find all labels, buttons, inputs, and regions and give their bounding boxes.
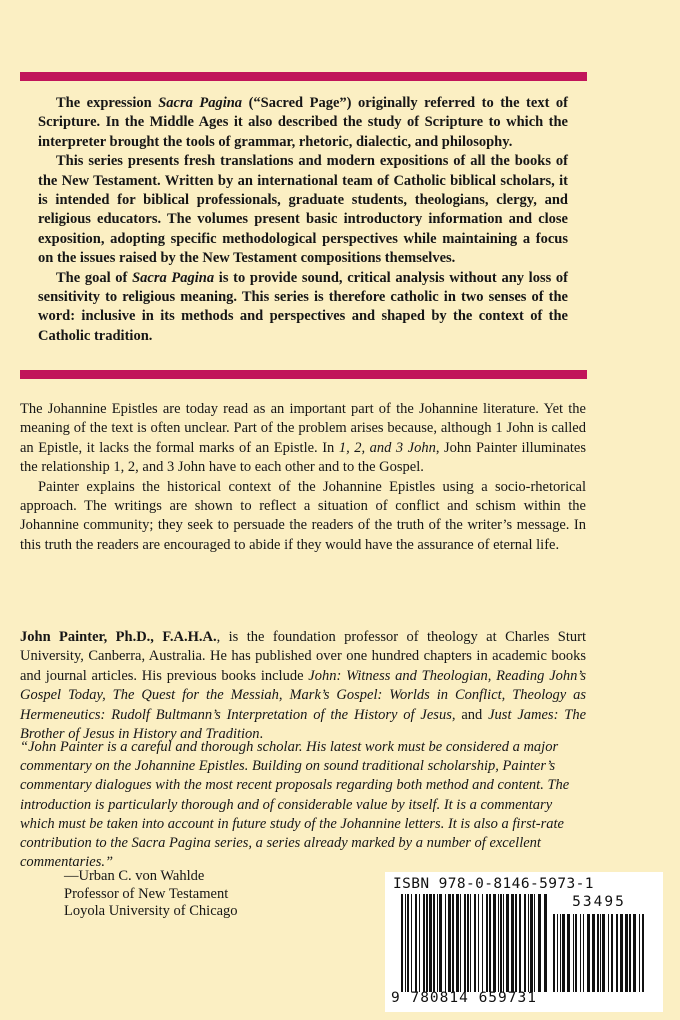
barcode-bar <box>580 914 581 992</box>
barcode-bar <box>407 894 409 992</box>
barcode-bar <box>503 894 504 992</box>
author-name: John Painter, Ph.D., F.A.H.A. <box>20 629 217 645</box>
top-divider-rule <box>20 72 587 81</box>
barcode-bar <box>625 914 628 992</box>
barcode-bar <box>478 894 479 992</box>
barcode-bar <box>456 894 459 992</box>
barcode-bar <box>573 914 574 992</box>
barcode-bar <box>482 894 483 992</box>
barcode-bar <box>506 894 509 992</box>
author-bio: John Painter, Ph.D., F.A.H.A., is the foundation professor of theology at Charles Sturt University, Canberra, Australia. He has published over one hundred chapters in academic books and journal articles. His previous books include John: Witness and Theologian, Reading John’s Gospel Today, The Quest for the Messiah, Mark’s Gospel: Worlds in Conflict, Theology as Hermeneutics: Rudolf Bultmann’s Interpretation of the History of Jesus, and Just James: The Brother of Jesus in History and Tradition. <box>20 629 587 743</box>
series-paragraph-3: The goal of Sacra Pagina is to provide sound, critical analysis without any loss of sensitivity to religious meaning. This series is therefore catholic in two senses of the word: inclusive in its methods and perspectives and shaped by the context of the Catholic tradition. <box>38 269 569 344</box>
barcode-bar <box>534 894 535 992</box>
price-addon-number: 53495 <box>572 894 626 910</box>
endorser-affiliation: Loyola University of Chicago <box>64 903 238 919</box>
barcode-bar <box>511 894 514 992</box>
barcode-bar <box>528 894 529 992</box>
series-paragraph-1: The expression Sacra Pagina (“Sacred Page”) originally referred to the text of Scripture. In the Middle Ages it also described the study of Scripture to which the interpreter brought the tools of grammar, rhetoric, dialectic, and philosophy. <box>38 95 568 150</box>
book-title: 1, 2, and 3 John <box>338 439 436 456</box>
barcode-bar <box>538 894 541 992</box>
isbn-barcode <box>385 872 663 1012</box>
barcode-bar <box>633 914 636 992</box>
endorser-name: —Urban C. von Wahlde <box>64 868 205 884</box>
barcode-bar <box>460 894 461 992</box>
barcode-bar <box>530 894 533 992</box>
barcode-bar <box>616 914 618 992</box>
barcode-bar <box>426 894 428 992</box>
barcode-bar <box>553 914 555 992</box>
barcode-bar <box>467 894 469 992</box>
barcode-bar <box>639 914 640 992</box>
barcode-bar <box>587 914 590 992</box>
barcode-bar <box>445 894 446 992</box>
endorser-role: Professor of New Testament <box>64 885 229 902</box>
barcode-bar <box>470 894 471 992</box>
barcode-bar <box>544 894 547 992</box>
barcode-bar <box>620 914 623 992</box>
barcode-bar <box>401 894 403 992</box>
series-title: Sacra Pagina <box>158 95 243 111</box>
endorsement-attribution <box>64 868 238 921</box>
barcode-bar <box>560 914 561 992</box>
barcode-bar <box>629 914 631 992</box>
barcode-bar <box>567 914 570 992</box>
barcode-bar <box>419 894 420 992</box>
barcode-bar <box>519 894 521 992</box>
barcode-bar <box>500 894 502 992</box>
series-paragraph-2: This series presents fresh translations and modern expositions of all the books of the New Testament. Written by an international team of Catholic biblical scholars, it is intended for biblical professionals, graduate students, theologians, clergy, and religious educators. The volumes present basic introductory information and close exposition, adopting specific methodological perspectives while maintaining a focus on the issues raised by the New Testament compositions themselves. <box>38 153 568 267</box>
barcode-bar <box>437 894 438 992</box>
barcode-bar <box>602 914 605 992</box>
previous-books: John: Witness and Theologian, Reading John’s Gospel Today, The Quest for the Messiah, Mark’s Gospel: Worlds in Conflict, Theology as Hermeneutics: Rudolf Bultmann’s Interpretation of the History of Jesus, <box>20 667 586 723</box>
barcode-bar <box>486 894 488 992</box>
barcode-bar <box>562 914 565 992</box>
isbn-label: ISBN 978-0-8146-5973-1 <box>393 876 594 892</box>
barcode-bar <box>415 894 417 992</box>
barcode-bar <box>557 914 558 992</box>
barcode-bar <box>575 914 577 992</box>
barcode-bar <box>515 894 517 992</box>
barcode-bar <box>597 914 599 992</box>
bottom-divider-rule <box>20 370 587 379</box>
ean13-bars <box>401 894 547 992</box>
series-description <box>38 94 568 346</box>
barcode-bar <box>448 894 451 992</box>
barcode-bar <box>592 914 595 992</box>
barcode-bar <box>600 914 601 992</box>
endorsement-quote: “John Painter is a careful and thorough scholar. His latest work must be considered a major commentary on the Johannine Epistles. Building on sound traditional scholarship, Painter’s commentary dialogues with the most recent proposals regarding both method and content. The introduction is particularly thorough and of considerable value by itself. It is a commentary which must be taken into account in future study of the Johannine letters. It is also a first-rate contribution to the Sacra Pagina series, a series already marked by a number of excellent commentaries.” <box>20 739 570 871</box>
barcode-bar <box>452 894 454 992</box>
description-paragraph-2: Painter explains the historical context of the Johannine Epistles using a socio-rhetorical approach. The writings are shown to reflect a situation of conflict and schism within the Johannine community; they seek to persuade the readers of the truth of the writer’s message. In this truth the readers are encouraged to abide if they would have the assurance of eternal life. <box>20 478 586 553</box>
barcode-bar <box>611 914 613 992</box>
barcode-bar <box>423 894 425 992</box>
barcode-bar <box>524 894 526 992</box>
series-title: Sacra Pagina <box>132 269 215 286</box>
addon-bars <box>553 914 649 992</box>
barcode-bar <box>433 894 435 992</box>
ean13-digits: 9 780814 659731 <box>391 990 537 1006</box>
barcode-bar <box>411 894 412 992</box>
barcode-bar <box>642 914 644 992</box>
barcode-bar <box>464 894 466 992</box>
barcode-bar <box>493 894 496 992</box>
barcode-bar <box>429 894 432 992</box>
barcode-bar <box>474 894 476 992</box>
book-description <box>20 400 586 555</box>
barcode-bar <box>608 914 609 992</box>
barcode-bar <box>405 894 406 992</box>
barcode-bar <box>489 894 491 992</box>
barcode-bar <box>583 914 584 992</box>
barcode-bar <box>439 894 442 992</box>
barcode-bar <box>498 894 499 992</box>
description-paragraph-1: The Johannine Epistles are today read as an important part of the Johannine literature. Yet the meaning of the text is often unclear. Part of the problem arises because, although 1 John is called an Epistle, it lacks the formal marks of an Epistle. In 1, 2, and 3 John, John Painter illuminates the relationship 1, 2, and 3 John have to each other and to the Gospel. <box>20 401 586 476</box>
previous-book-just-james: Just James: The Brother of Jesus in History and Tradition <box>20 706 587 743</box>
